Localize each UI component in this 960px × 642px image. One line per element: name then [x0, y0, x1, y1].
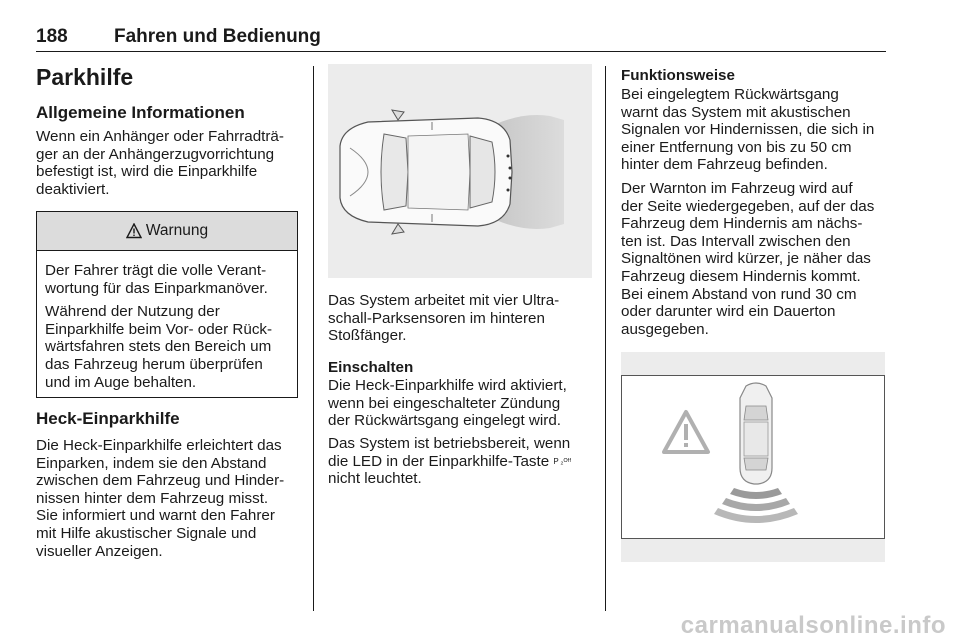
intro-paragraph — [36, 128, 306, 198]
heck-paragraph — [36, 437, 311, 560]
intro-line: befestigt ist, wird die Einparkhilfe — [36, 163, 258, 181]
function-line: Bei einem Abstand von rund 30 cm — [621, 285, 857, 303]
function-line: oder darunter wird ein Dauerton — [621, 303, 836, 321]
intro-line: deaktiviert. — [36, 180, 110, 198]
function-line: hinter dem Fahrzeug befinden. — [621, 156, 828, 174]
heck-line: visueller Anzeigen. — [36, 542, 163, 560]
caption-line: Stoßfänger. — [328, 327, 407, 345]
display-illustration — [621, 352, 885, 562]
funktionsweise-title: Funktionsweise — [621, 67, 735, 84]
warning-header — [37, 212, 297, 251]
einschalten-line: wenn bei eingeschalteter Zündung — [328, 394, 561, 412]
function-line: Signalen vor Hindernissen, die sich in — [621, 121, 875, 139]
heck-line: nissen hinter dem Fahrzeug misst. — [36, 489, 269, 507]
function-line: Fahrzeug dem Hindernis am nächs- — [621, 215, 863, 233]
einschalten-line: Die Heck-Einparkhilfe wird aktiviert, — [328, 377, 567, 394]
column-divider-left — [313, 66, 314, 611]
funktionsweise-paragraph-2 — [621, 180, 896, 338]
column-divider-right — [605, 66, 606, 611]
function-line: Signaltönen wird kürzer, je näher das — [621, 250, 871, 268]
einschalten-paragraph-1 — [328, 377, 603, 430]
warning-line: Der Fahrer trägt die volle Verant- — [45, 262, 267, 279]
section-title-parkhilfe: Parkhilfe — [36, 64, 134, 90]
heck-line: Die Heck-Einparkhilfe erleichtert das — [36, 437, 282, 454]
function-line: warnt das System mit akustischen — [621, 103, 851, 121]
warning-triangle-icon — [664, 412, 708, 452]
heck-line: Sie informiert und warnt den Fahrer — [36, 507, 275, 525]
einschalten-line: Das System ist betriebsbereit, wenn — [328, 435, 571, 452]
warning-triangle-icon — [126, 223, 142, 239]
warning-paragraph-1 — [45, 262, 289, 297]
warning-label: Warnung — [145, 222, 209, 239]
function-line: der Seite wiedergegeben, auf der das — [621, 197, 875, 215]
heck-line: zwischen dem Fahrzeug und Hinder- — [36, 472, 285, 490]
info-display-screen — [621, 375, 885, 539]
caption-line: Das System arbeitet mit vier Ultra- — [328, 292, 560, 309]
warning-line: wärtsfahren stets den Bereich um — [45, 338, 272, 356]
warning-line: Während der Nutzung der — [45, 303, 220, 321]
function-line: Bei eingelegtem Rückwärtsgang — [621, 86, 839, 103]
subsection-title-general: Allgemeine Informationen — [36, 103, 245, 122]
car-top-view-icon — [740, 383, 772, 484]
park-assist-button-icon: P ₂ᴼᶠᶠ — [553, 456, 572, 466]
watermark-text: carmanualsonline.info — [680, 612, 946, 639]
einschalten-paragraph-2 — [328, 435, 603, 488]
funktionsweise-paragraph-1 — [621, 86, 896, 174]
heck-line: mit Hilfe akustischer Signale und — [36, 524, 257, 542]
caption-line: schall-Parksensoren im hinteren — [328, 309, 545, 327]
function-line: ausgegeben. — [621, 320, 709, 338]
einschalten-line: nicht leuchtet. — [328, 470, 422, 488]
chapter-title: Fahren und Bedienung — [114, 26, 321, 47]
function-line: ten ist. Das Intervall zwischen den — [621, 232, 851, 250]
function-line: einer Entfernung von bis zu 50 cm — [621, 138, 852, 156]
warning-line: und im Auge behalten. — [45, 373, 197, 391]
einschalten-line-with-button: die LED in der Einparkhilfe-Taste P ₂ᴼᶠᶠ — [328, 452, 572, 470]
warning-body — [37, 251, 297, 391]
warning-paragraph-2 — [45, 303, 289, 391]
header-rule — [36, 51, 886, 52]
einschalten-title: Einschalten — [328, 359, 414, 376]
intro-line: ger an der Anhängerzugvorrichtung — [36, 145, 275, 163]
page-number: 188 — [36, 26, 68, 47]
car-top-view-icon — [328, 64, 592, 278]
warning-line: wortung für das Einparkmanöver. — [45, 279, 268, 297]
warning-line: Einparkhilfe beim Vor- oder Rück- — [45, 320, 273, 338]
einschalten-line: der Rückwärtsgang eingelegt wird. — [328, 412, 561, 430]
intro-line: Wenn ein Anhänger oder Fahrradträ- — [36, 128, 284, 145]
sensor-caption — [328, 292, 603, 345]
function-line: Der Warnton im Fahrzeug wird auf — [621, 180, 853, 197]
warning-line: das Fahrzeug herum überprüfen — [45, 355, 263, 373]
sensor-arcs-icon — [714, 488, 798, 523]
function-line: Fahrzeug diesem Hindernis kommt. — [621, 267, 861, 285]
car-sensor-illustration — [328, 64, 592, 278]
heck-line: Einparken, indem sie den Abstand — [36, 454, 267, 472]
section-title-heck: Heck-Einparkhilfe — [36, 409, 180, 428]
warning-box — [36, 211, 298, 398]
